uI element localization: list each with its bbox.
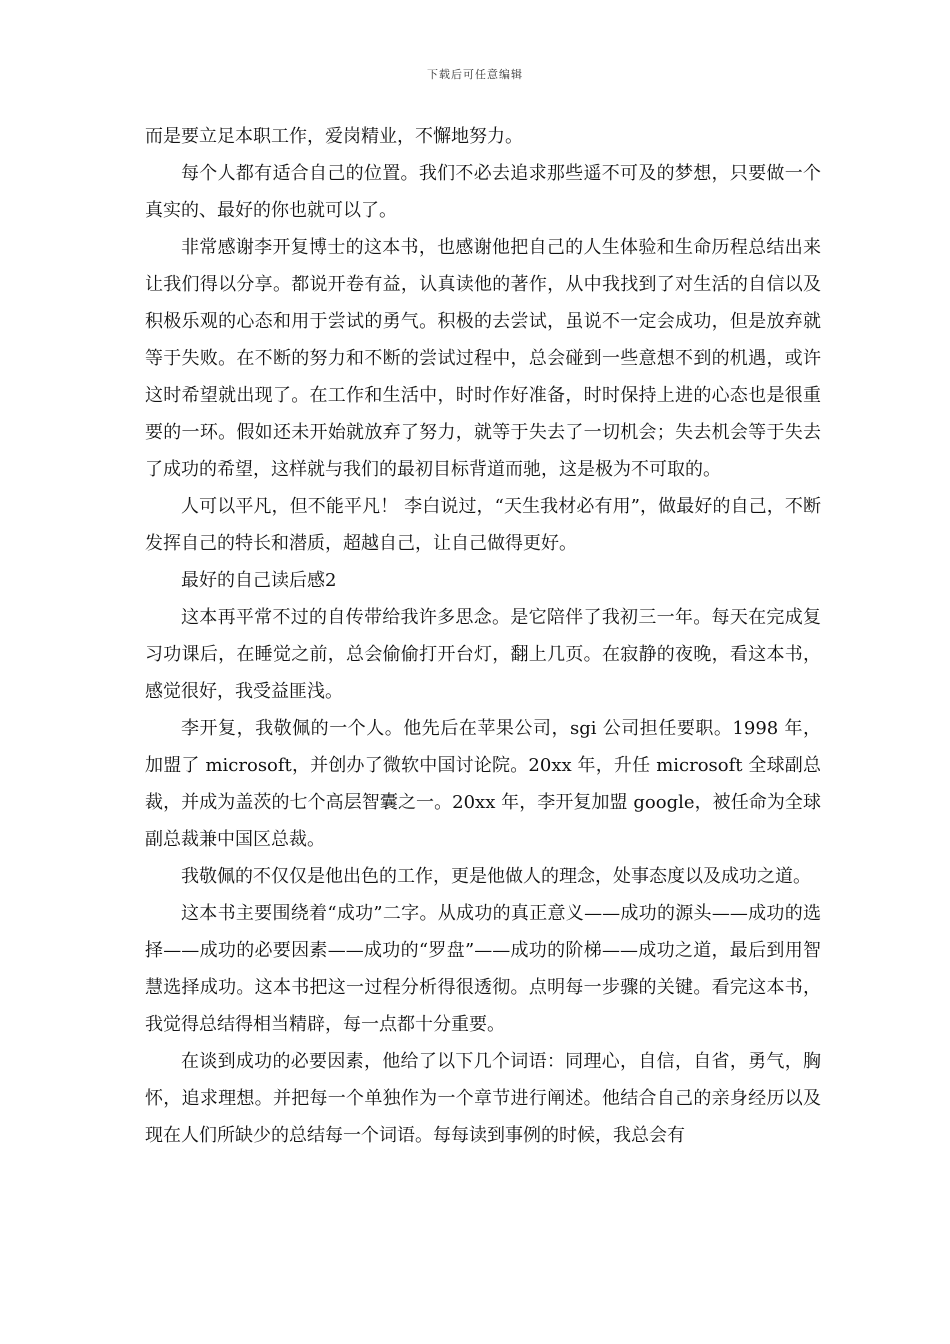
paragraph: 李开复，我敬佩的一个人。他先后在苹果公司，sgi 公司担任要职。1998 年，加盟了 microsoft，并创办了微软中国讨论院。20xx 年，升任 microsoft 全球副总裁，并成为盖茨的七个高层智囊之一。20xx 年，李开复加盟 google，被任命为全球副总裁兼中国区总裁。 <box>145 718 821 850</box>
header-note: 下载后可任意编辑 <box>427 68 523 81</box>
document-body <box>145 118 821 1154</box>
paragraph: 这本再平常不过的自传带给我许多思念。是它陪伴了我初三一年。每天在完成复习功课后，在睡觉之前，总会偷偷打开台灯，翻上几页。在寂静的夜晚，看这本书，感觉很好，我受益匪浅。 <box>145 607 821 702</box>
section-heading: 最好的自己读后感2 <box>181 570 337 591</box>
paragraph: 非常感谢李开复博士的这本书，也感谢他把自己的人生体验和生命历程总结出来让我们得以分享。都说开卷有益，认真读他的著作，从中我找到了对生活的自信以及积极乐观的心态和用于尝试的勇气。积极的去尝试，虽说不一定会成功，但是放弃就等于失败。在不断的努力和不断的尝试过程中，总会碰到一些意想不到的机遇，或许这时希望就出现了。在工作和生活中，时时作好准备，时时保持上进的心态也是很重要的一环。假如还未开始就放弃了努力，就等于失去了一切机会；失去机会等于失去了成功的希望，这样就与我们的最初目标背道而驰，这是极为不可取的。 <box>145 237 821 480</box>
paragraph: 我敬佩的不仅仅是他出色的工作，更是他做人的理念，处事态度以及成功之道。 <box>181 866 811 887</box>
paragraph: 在谈到成功的必要因素，他给了以下几个词语：同理心，自信，自省，勇气，胸怀，追求理想。并把每一个单独作为一个章节进行阐述。他结合自己的亲身经历以及现在人们所缺少的总结每一个词语。每每读到事例的时候，我总会有 <box>145 1051 821 1146</box>
paragraph: 人可以平凡，但不能平凡！ 李白说过，“天生我材必有用”，做最好的自己，不断发挥自己的特长和潜质，超越自己，让自己做得更好。 <box>145 496 821 554</box>
paragraph: 每个人都有适合自己的位置。我们不必去追求那些遥不可及的梦想，只要做一个真实的、最好的你也就可以了。 <box>145 163 821 221</box>
paragraph: 这本书主要围绕着“成功”二字。从成功的真正意义——成功的源头——成功的选择——成功的必要因素——成功的“罗盘”——成功的阶梯——成功之道，最后到用智慧选择成功。这本书把这一过程分析得很透彻。点明每一步骤的关键。看完这本书，我觉得总结得相当精辟，每一点都十分重要。 <box>145 903 821 1035</box>
paragraph: 而是要立足本职工作，爱岗精业，不懈地努力。 <box>145 126 523 147</box>
